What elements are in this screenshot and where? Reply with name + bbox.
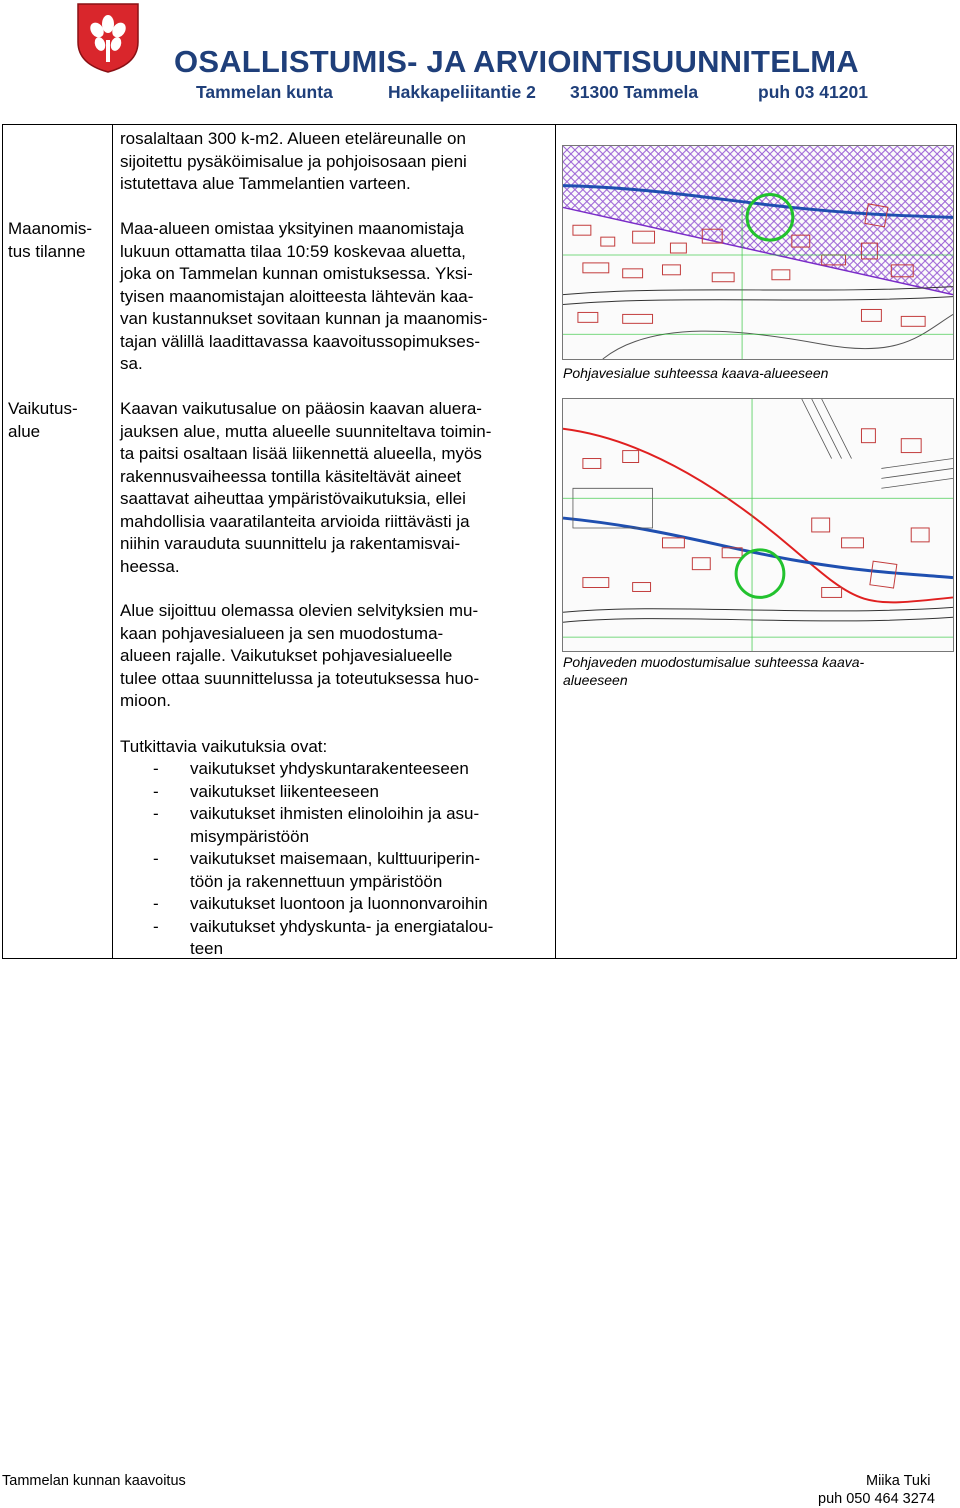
footer-left: Tammelan kunnan kaavoitus (2, 1473, 186, 1489)
label-impact-area: Vaikutus- alue (8, 399, 78, 441)
table-divider-left (112, 124, 113, 959)
ownership-paragraph: Maa-alueen omistaa yksityinen maanomistaja lukuun ottamatta tilaa 10:59 koskevaa aluetta, joka on Tammelan kunnan omistuksessa. Yksi- tyisen maanomistajan aloitteesta lähtevän kaa- van kustannukset sovitaan kunnan ja maanomis- tajan välillä laadittavassa kaavoitussopimukses- sa. (120, 219, 488, 373)
list-item: - vaikutukset maisemaan, kulttuuriperin- töön ja rakennettuun ympäristöön (153, 849, 481, 891)
header-address: Hakkapeliitantie 2 (388, 82, 536, 102)
studied-impacts-list (120, 758, 550, 961)
groundwater-paragraph: Alue sijoittuu olemassa olevien selvityksien mu- kaan pohjavesialueen ja sen muodostuma- alueen rajalle. Vaikutukset pohjavesialueelle tulee ottaa suunnittelussa ja toteutuksessa huo- mioon. (120, 601, 480, 710)
list-item: - vaikutukset ihmisten elinoloihin ja asu- misympäristöön (153, 804, 480, 846)
header-phone: puh 03 41201 (758, 82, 868, 102)
list-item: - vaikutukset luontoon ja luonnonvaroihin (153, 894, 488, 913)
document-title: OSALLISTUMIS- JA ARVIOINTISUUNNITELMA (174, 44, 859, 79)
intro-paragraph: rosalaltaan 300 k-m2. Alueen eteläreunalle on sijoitettu pysäköimisalue ja pohjoisosaan pieni istutettava alue Tammelantien varteen. (120, 129, 467, 193)
header-postcode: 31300 Tammela (570, 82, 699, 102)
header-org: Tammelan kunta (196, 82, 333, 102)
footer-name: Miika Tuki (866, 1473, 931, 1489)
table-divider-right (555, 124, 556, 959)
groundwater-area-map (562, 145, 954, 360)
footer-phone: puh 050 464 3274 (818, 1491, 935, 1507)
impact-paragraph: Kaavan vaikutusalue on pääosin kaavan aluera- jauksen alue, mutta alueelle suunniteltava toimin- ta paitsi osaltaan lisää liikennettä alueella, myös rakennusvaiheessa tontilla käsiteltävät aineet saattavat aiheuttaa ympäristövaikutuksia, ellei mahdollisia vaaratilanteita arvioida riittävästi ja niihin varauduta suunnittelu ja rakentamisvai- heessa. (120, 399, 492, 576)
studied-heading: Tutkittavia vaikutuksia ovat: (120, 737, 328, 756)
groundwater-formation-map (562, 398, 954, 652)
map2-caption: Pohjaveden muodostumisalue suhteessa kaava- alueeseen (563, 654, 865, 688)
label-ownership: Maanomis- tus tilanne (8, 219, 93, 261)
list-item: - vaikutukset liikenteeseen (153, 781, 380, 801)
municipality-crest-icon (76, 2, 140, 74)
list-item: - vaikutukset yhdyskunta- ja energiatalou- teen (153, 916, 494, 958)
map1-caption: Pohjavesialue suhteessa kaava-alueeseen (563, 365, 829, 381)
list-item: - vaikutukset yhdyskuntarakenteeseen (153, 759, 469, 778)
